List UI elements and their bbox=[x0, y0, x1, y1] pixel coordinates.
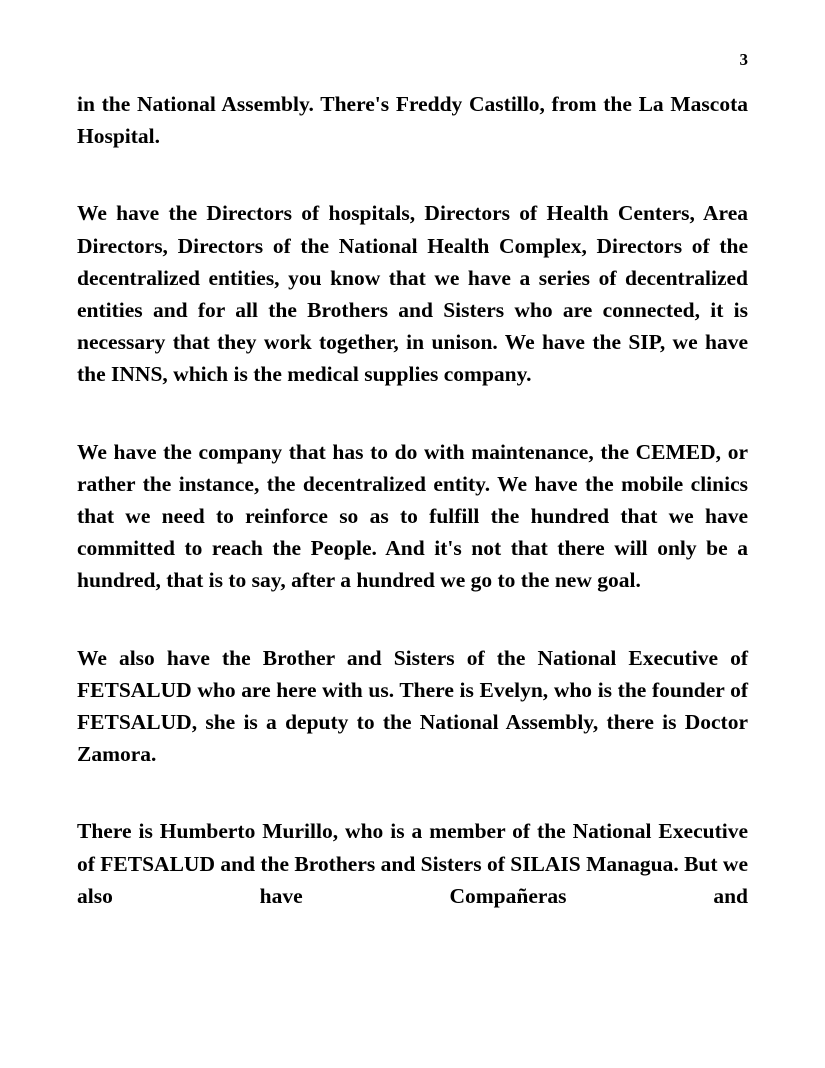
paragraph: We also have the Brother and Sisters of the National Executive of FETSALUD who are here with us. There is Evelyn, who is the founder of FETSALUD, she is a deputy to the National Assembly, there is Doctor Zamora. bbox=[77, 645, 748, 767]
paragraph: We have the Directors of hospitals, Directors of Health Centers, Area Directors, Directors of the National Health Complex, Directors of the decentralized entities, you know that we have a series of decentralized entities and for all the Brothers and Sisters who are connected, it is necessary that they work together, in unison. We have the SIP, we have the INNS, which is the medical supplies company. bbox=[77, 201, 748, 387]
document-body bbox=[77, 88, 748, 912]
paragraph: There is Humberto Murillo, who is a member of the National Executive of FETSALUD and the Brothers and Sisters of SILAIS Managua. But we also have Compañeras and bbox=[77, 819, 748, 908]
page-number: 3 bbox=[739, 50, 748, 69]
paragraph: in the National Assembly. There's Freddy Castillo, from the La Mascota Hospital. bbox=[77, 92, 748, 149]
paragraph: We have the company that has to do with maintenance, the CEMED, or rather the instance, the decentralized entity. We have the mobile clinics that we need to reinforce so as to fulfill the hundred that we have committed to reach the People. And it's not that there will only be a hundred, that is to say, after a hundred we go to the new goal. bbox=[77, 439, 748, 593]
